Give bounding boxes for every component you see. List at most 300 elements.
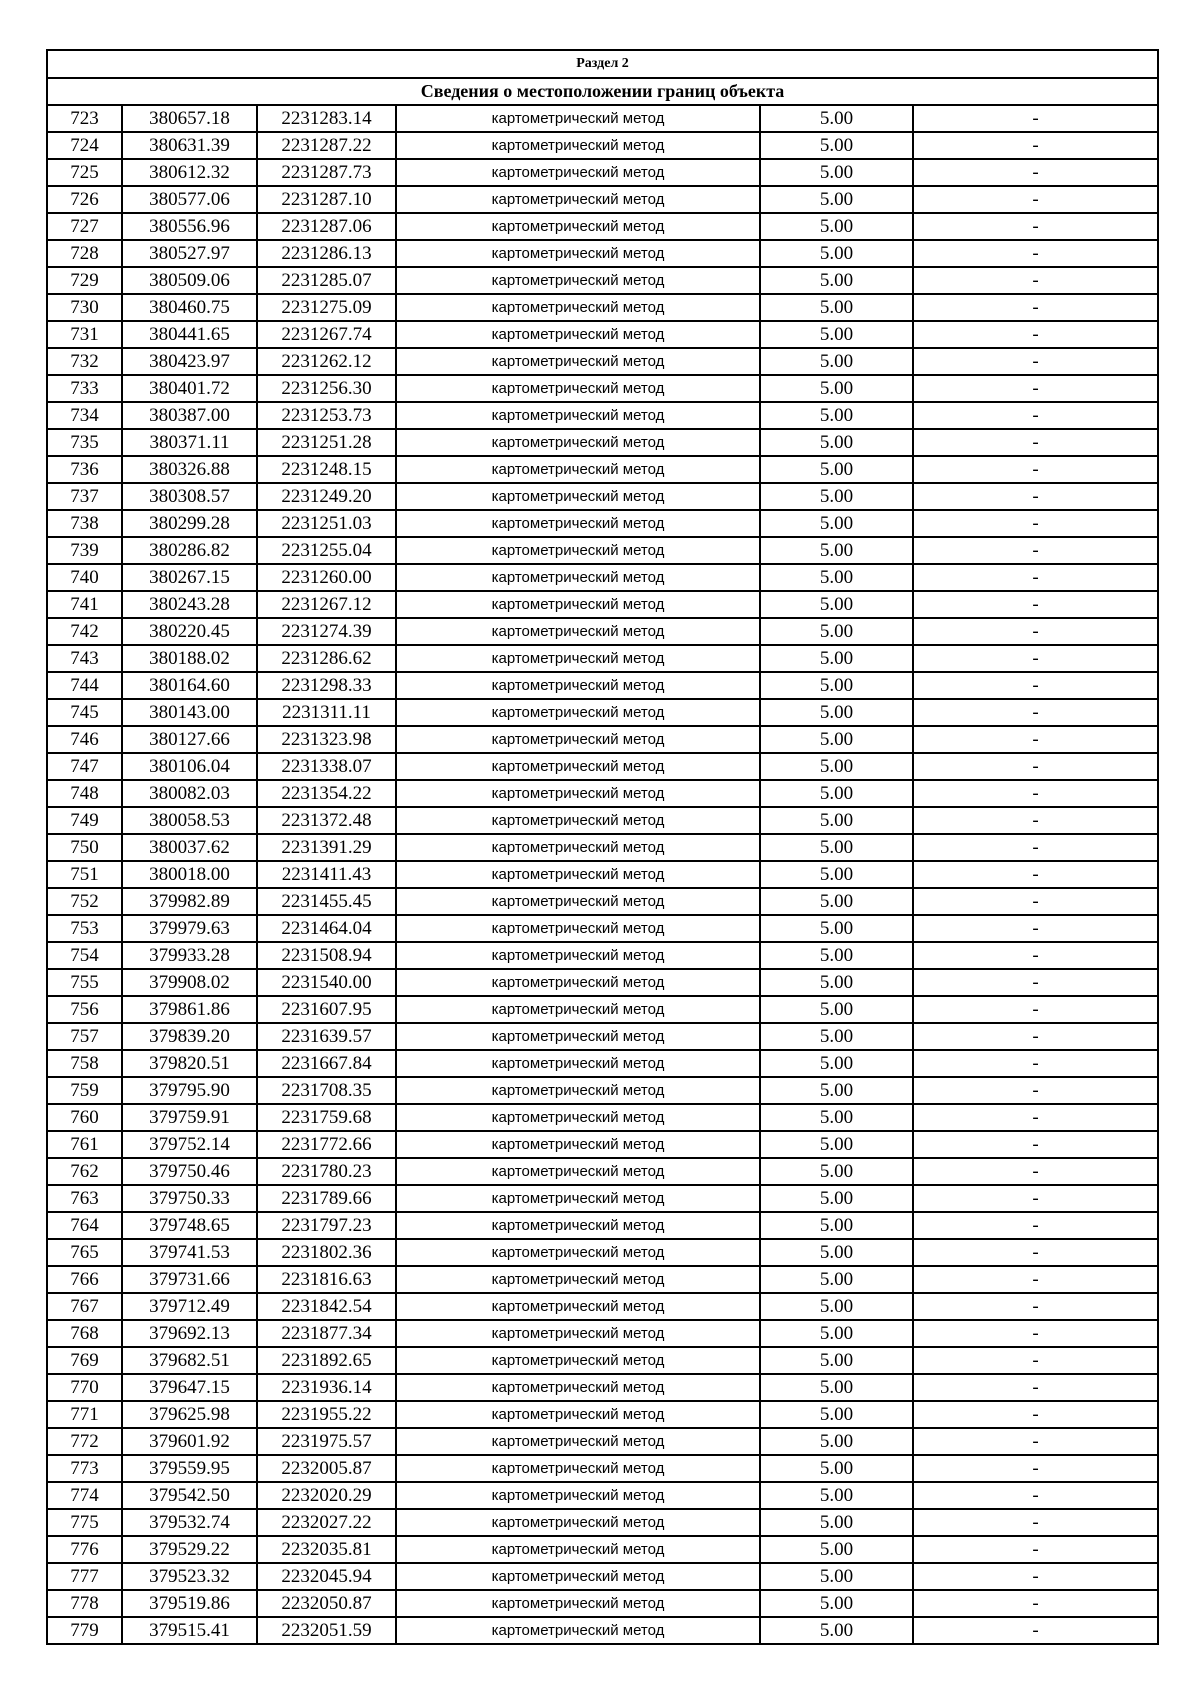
y-coordinate-cell: 2232027.22 — [257, 1509, 396, 1536]
description-cell: - — [913, 996, 1158, 1023]
point-number-cell: 744 — [47, 672, 122, 699]
method-cell: картометрический метод — [396, 510, 760, 537]
accuracy-cell: 5.00 — [760, 348, 913, 375]
x-coordinate-cell: 379559.95 — [122, 1455, 257, 1482]
accuracy-cell: 5.00 — [760, 726, 913, 753]
section-subtitle-row — [47, 78, 1158, 105]
description-cell: - — [913, 618, 1158, 645]
y-coordinate-cell: 2231802.36 — [257, 1239, 396, 1266]
point-number-cell: 777 — [47, 1563, 122, 1590]
y-coordinate-cell: 2231759.68 — [257, 1104, 396, 1131]
x-coordinate-cell: 380509.06 — [122, 267, 257, 294]
point-number-cell: 734 — [47, 402, 122, 429]
x-coordinate-cell: 380441.65 — [122, 321, 257, 348]
description-cell: - — [913, 699, 1158, 726]
description-cell: - — [913, 1212, 1158, 1239]
table-row — [47, 1023, 1158, 1050]
method-cell: картометрический метод — [396, 753, 760, 780]
table-row — [47, 1131, 1158, 1158]
y-coordinate-cell: 2231789.66 — [257, 1185, 396, 1212]
accuracy-cell: 5.00 — [760, 321, 913, 348]
point-number-cell: 732 — [47, 348, 122, 375]
method-cell: картометрический метод — [396, 888, 760, 915]
section-title-row — [47, 50, 1158, 78]
accuracy-cell: 5.00 — [760, 969, 913, 996]
accuracy-cell: 5.00 — [760, 1212, 913, 1239]
table-row — [47, 861, 1158, 888]
method-cell: картометрический метод — [396, 1509, 760, 1536]
table-row — [47, 402, 1158, 429]
y-coordinate-cell: 2231285.07 — [257, 267, 396, 294]
table-row — [47, 1509, 1158, 1536]
method-cell: картометрический метод — [396, 537, 760, 564]
table-row — [47, 699, 1158, 726]
accuracy-cell: 5.00 — [760, 1320, 913, 1347]
table-row — [47, 591, 1158, 618]
accuracy-cell: 5.00 — [760, 1050, 913, 1077]
y-coordinate-cell: 2231287.22 — [257, 132, 396, 159]
description-cell: - — [913, 969, 1158, 996]
description-cell: - — [913, 375, 1158, 402]
x-coordinate-cell: 379750.46 — [122, 1158, 257, 1185]
accuracy-cell: 5.00 — [760, 1266, 913, 1293]
y-coordinate-cell: 2231323.98 — [257, 726, 396, 753]
table-row — [47, 1563, 1158, 1590]
table-row — [47, 888, 1158, 915]
method-cell: картометрический метод — [396, 1374, 760, 1401]
description-cell: - — [913, 1401, 1158, 1428]
accuracy-cell: 5.00 — [760, 267, 913, 294]
table-row — [47, 1617, 1158, 1644]
x-coordinate-cell: 379759.91 — [122, 1104, 257, 1131]
point-number-cell: 736 — [47, 456, 122, 483]
table-row — [47, 321, 1158, 348]
x-coordinate-cell: 379820.51 — [122, 1050, 257, 1077]
y-coordinate-cell: 2231274.39 — [257, 618, 396, 645]
description-cell: - — [913, 1239, 1158, 1266]
accuracy-cell: 5.00 — [760, 375, 913, 402]
method-cell: картометрический метод — [396, 834, 760, 861]
method-cell: картометрический метод — [396, 375, 760, 402]
y-coordinate-cell: 2232045.94 — [257, 1563, 396, 1590]
point-number-cell: 751 — [47, 861, 122, 888]
section-title: Раздел 2 — [47, 50, 1158, 78]
description-cell: - — [913, 834, 1158, 861]
method-cell: картометрический метод — [396, 132, 760, 159]
accuracy-cell: 5.00 — [760, 564, 913, 591]
table-row — [47, 1482, 1158, 1509]
y-coordinate-cell: 2231639.57 — [257, 1023, 396, 1050]
table-row — [47, 996, 1158, 1023]
method-cell: картометрический метод — [396, 1158, 760, 1185]
method-cell: картометрический метод — [396, 1023, 760, 1050]
table-row — [47, 213, 1158, 240]
x-coordinate-cell: 379529.22 — [122, 1536, 257, 1563]
x-coordinate-cell: 379908.02 — [122, 969, 257, 996]
accuracy-cell: 5.00 — [760, 537, 913, 564]
point-number-cell: 768 — [47, 1320, 122, 1347]
method-cell: картометрический метод — [396, 240, 760, 267]
method-cell: картометрический метод — [396, 861, 760, 888]
description-cell: - — [913, 645, 1158, 672]
method-cell: картометрический метод — [396, 1617, 760, 1644]
accuracy-cell: 5.00 — [760, 1617, 913, 1644]
table-row — [47, 969, 1158, 996]
point-number-cell: 725 — [47, 159, 122, 186]
y-coordinate-cell: 2231251.03 — [257, 510, 396, 537]
point-number-cell: 733 — [47, 375, 122, 402]
description-cell: - — [913, 1131, 1158, 1158]
table-row — [47, 240, 1158, 267]
accuracy-cell: 5.00 — [760, 1293, 913, 1320]
description-cell: - — [913, 105, 1158, 132]
method-cell: картометрический метод — [396, 699, 760, 726]
table-row — [47, 780, 1158, 807]
x-coordinate-cell: 380326.88 — [122, 456, 257, 483]
description-cell: - — [913, 1104, 1158, 1131]
method-cell: картометрический метод — [396, 1104, 760, 1131]
description-cell: - — [913, 240, 1158, 267]
accuracy-cell: 5.00 — [760, 942, 913, 969]
description-cell: - — [913, 132, 1158, 159]
method-cell: картометрический метод — [396, 267, 760, 294]
table-row — [47, 1455, 1158, 1482]
point-number-cell: 767 — [47, 1293, 122, 1320]
table-row — [47, 1212, 1158, 1239]
accuracy-cell: 5.00 — [760, 807, 913, 834]
description-cell: - — [913, 753, 1158, 780]
y-coordinate-cell: 2231248.15 — [257, 456, 396, 483]
method-cell: картометрический метод — [396, 807, 760, 834]
point-number-cell: 773 — [47, 1455, 122, 1482]
x-coordinate-cell: 379982.89 — [122, 888, 257, 915]
x-coordinate-cell: 380577.06 — [122, 186, 257, 213]
method-cell: картометрический метод — [396, 1185, 760, 1212]
description-cell: - — [913, 1050, 1158, 1077]
description-cell: - — [913, 537, 1158, 564]
description-cell: - — [913, 510, 1158, 537]
accuracy-cell: 5.00 — [760, 834, 913, 861]
point-number-cell: 752 — [47, 888, 122, 915]
x-coordinate-cell: 379625.98 — [122, 1401, 257, 1428]
accuracy-cell: 5.00 — [760, 1023, 913, 1050]
table-row — [47, 1266, 1158, 1293]
x-coordinate-cell: 380299.28 — [122, 510, 257, 537]
x-coordinate-cell: 380387.00 — [122, 402, 257, 429]
method-cell: картометрический метод — [396, 294, 760, 321]
x-coordinate-cell: 380143.00 — [122, 699, 257, 726]
description-cell: - — [913, 1509, 1158, 1536]
y-coordinate-cell: 2231892.65 — [257, 1347, 396, 1374]
description-cell: - — [913, 402, 1158, 429]
y-coordinate-cell: 2231311.11 — [257, 699, 396, 726]
y-coordinate-cell: 2231411.43 — [257, 861, 396, 888]
point-number-cell: 758 — [47, 1050, 122, 1077]
accuracy-cell: 5.00 — [760, 429, 913, 456]
y-coordinate-cell: 2232020.29 — [257, 1482, 396, 1509]
y-coordinate-cell: 2231975.57 — [257, 1428, 396, 1455]
y-coordinate-cell: 2231267.12 — [257, 591, 396, 618]
table-row — [47, 510, 1158, 537]
y-coordinate-cell: 2231667.84 — [257, 1050, 396, 1077]
description-cell: - — [913, 1158, 1158, 1185]
description-cell: - — [913, 942, 1158, 969]
point-number-cell: 727 — [47, 213, 122, 240]
point-number-cell: 764 — [47, 1212, 122, 1239]
method-cell: картометрический метод — [396, 1077, 760, 1104]
accuracy-cell: 5.00 — [760, 159, 913, 186]
method-cell: картометрический метод — [396, 1239, 760, 1266]
x-coordinate-cell: 380308.57 — [122, 483, 257, 510]
description-cell: - — [913, 564, 1158, 591]
x-coordinate-cell: 380657.18 — [122, 105, 257, 132]
method-cell: картометрический метод — [396, 321, 760, 348]
point-number-cell: 724 — [47, 132, 122, 159]
table-row — [47, 105, 1158, 132]
point-number-cell: 779 — [47, 1617, 122, 1644]
table-row — [47, 375, 1158, 402]
x-coordinate-cell: 379542.50 — [122, 1482, 257, 1509]
method-cell: картометрический метод — [396, 1401, 760, 1428]
x-coordinate-cell: 380286.82 — [122, 537, 257, 564]
point-number-cell: 761 — [47, 1131, 122, 1158]
table-row — [47, 753, 1158, 780]
method-cell: картометрический метод — [396, 1428, 760, 1455]
point-number-cell: 774 — [47, 1482, 122, 1509]
table-row — [47, 1320, 1158, 1347]
table-row — [47, 1590, 1158, 1617]
point-number-cell: 749 — [47, 807, 122, 834]
x-coordinate-cell: 380556.96 — [122, 213, 257, 240]
point-number-cell: 741 — [47, 591, 122, 618]
y-coordinate-cell: 2231283.14 — [257, 105, 396, 132]
accuracy-cell: 5.00 — [760, 1185, 913, 1212]
point-number-cell: 731 — [47, 321, 122, 348]
description-cell: - — [913, 1428, 1158, 1455]
y-coordinate-cell: 2231287.10 — [257, 186, 396, 213]
x-coordinate-cell: 380612.32 — [122, 159, 257, 186]
y-coordinate-cell: 2231260.00 — [257, 564, 396, 591]
accuracy-cell: 5.00 — [760, 1455, 913, 1482]
y-coordinate-cell: 2232035.81 — [257, 1536, 396, 1563]
y-coordinate-cell: 2231267.74 — [257, 321, 396, 348]
y-coordinate-cell: 2231354.22 — [257, 780, 396, 807]
method-cell: картометрический метод — [396, 591, 760, 618]
table-row — [47, 1401, 1158, 1428]
method-cell: картометрический метод — [396, 1050, 760, 1077]
description-cell: - — [913, 294, 1158, 321]
method-cell: картометрический метод — [396, 996, 760, 1023]
method-cell: картометрический метод — [396, 942, 760, 969]
description-cell: - — [913, 1266, 1158, 1293]
accuracy-cell: 5.00 — [760, 591, 913, 618]
description-cell: - — [913, 1023, 1158, 1050]
method-cell: картометрический метод — [396, 1320, 760, 1347]
point-number-cell: 763 — [47, 1185, 122, 1212]
point-number-cell: 737 — [47, 483, 122, 510]
accuracy-cell: 5.00 — [760, 1239, 913, 1266]
boundary-coordinates-table — [46, 49, 1159, 1645]
table-row — [47, 564, 1158, 591]
table-row — [47, 672, 1158, 699]
description-cell: - — [913, 1185, 1158, 1212]
y-coordinate-cell: 2231816.63 — [257, 1266, 396, 1293]
accuracy-cell: 5.00 — [760, 483, 913, 510]
x-coordinate-cell: 380106.04 — [122, 753, 257, 780]
description-cell: - — [913, 1536, 1158, 1563]
table-row — [47, 1239, 1158, 1266]
description-cell: - — [913, 186, 1158, 213]
x-coordinate-cell: 379748.65 — [122, 1212, 257, 1239]
point-number-cell: 776 — [47, 1536, 122, 1563]
method-cell: картометрический метод — [396, 780, 760, 807]
accuracy-cell: 5.00 — [760, 510, 913, 537]
accuracy-cell: 5.00 — [760, 1374, 913, 1401]
y-coordinate-cell: 2231607.95 — [257, 996, 396, 1023]
accuracy-cell: 5.00 — [760, 1077, 913, 1104]
accuracy-cell: 5.00 — [760, 645, 913, 672]
x-coordinate-cell: 379741.53 — [122, 1239, 257, 1266]
x-coordinate-cell: 380243.28 — [122, 591, 257, 618]
x-coordinate-cell: 380164.60 — [122, 672, 257, 699]
y-coordinate-cell: 2231249.20 — [257, 483, 396, 510]
accuracy-cell: 5.00 — [760, 888, 913, 915]
method-cell: картометрический метод — [396, 159, 760, 186]
point-number-cell: 765 — [47, 1239, 122, 1266]
table-row — [47, 1185, 1158, 1212]
point-number-cell: 735 — [47, 429, 122, 456]
point-number-cell: 755 — [47, 969, 122, 996]
table-row — [47, 1050, 1158, 1077]
method-cell: картометрический метод — [396, 915, 760, 942]
accuracy-cell: 5.00 — [760, 105, 913, 132]
point-number-cell: 729 — [47, 267, 122, 294]
description-cell: - — [913, 888, 1158, 915]
description-cell: - — [913, 1293, 1158, 1320]
point-number-cell: 759 — [47, 1077, 122, 1104]
description-cell: - — [913, 1563, 1158, 1590]
accuracy-cell: 5.00 — [760, 861, 913, 888]
accuracy-cell: 5.00 — [760, 1590, 913, 1617]
point-number-cell: 728 — [47, 240, 122, 267]
y-coordinate-cell: 2232005.87 — [257, 1455, 396, 1482]
y-coordinate-cell: 2231286.62 — [257, 645, 396, 672]
description-cell: - — [913, 672, 1158, 699]
table-body — [47, 50, 1158, 1644]
accuracy-cell: 5.00 — [760, 1104, 913, 1131]
accuracy-cell: 5.00 — [760, 1347, 913, 1374]
y-coordinate-cell: 2231372.48 — [257, 807, 396, 834]
method-cell: картометрический метод — [396, 1563, 760, 1590]
y-coordinate-cell: 2231251.28 — [257, 429, 396, 456]
description-cell: - — [913, 1347, 1158, 1374]
table-row — [47, 1536, 1158, 1563]
method-cell: картометрический метод — [396, 483, 760, 510]
x-coordinate-cell: 380401.72 — [122, 375, 257, 402]
x-coordinate-cell: 379839.20 — [122, 1023, 257, 1050]
description-cell: - — [913, 1077, 1158, 1104]
table-row — [47, 834, 1158, 861]
point-number-cell: 754 — [47, 942, 122, 969]
accuracy-cell: 5.00 — [760, 294, 913, 321]
description-cell: - — [913, 915, 1158, 942]
x-coordinate-cell: 379682.51 — [122, 1347, 257, 1374]
description-cell: - — [913, 267, 1158, 294]
point-number-cell: 740 — [47, 564, 122, 591]
accuracy-cell: 5.00 — [760, 132, 913, 159]
y-coordinate-cell: 2231877.34 — [257, 1320, 396, 1347]
y-coordinate-cell: 2231508.94 — [257, 942, 396, 969]
table-row — [47, 1077, 1158, 1104]
table-row — [47, 132, 1158, 159]
accuracy-cell: 5.00 — [760, 672, 913, 699]
method-cell: картометрический метод — [396, 1131, 760, 1158]
table-row — [47, 267, 1158, 294]
description-cell: - — [913, 429, 1158, 456]
accuracy-cell: 5.00 — [760, 1536, 913, 1563]
table-row — [47, 537, 1158, 564]
description-cell: - — [913, 1455, 1158, 1482]
y-coordinate-cell: 2232051.59 — [257, 1617, 396, 1644]
x-coordinate-cell: 379731.66 — [122, 1266, 257, 1293]
accuracy-cell: 5.00 — [760, 1131, 913, 1158]
point-number-cell: 730 — [47, 294, 122, 321]
x-coordinate-cell: 379979.63 — [122, 915, 257, 942]
description-cell: - — [913, 348, 1158, 375]
y-coordinate-cell: 2231780.23 — [257, 1158, 396, 1185]
x-coordinate-cell: 379750.33 — [122, 1185, 257, 1212]
description-cell: - — [913, 1590, 1158, 1617]
x-coordinate-cell: 380082.03 — [122, 780, 257, 807]
y-coordinate-cell: 2231256.30 — [257, 375, 396, 402]
point-number-cell: 743 — [47, 645, 122, 672]
x-coordinate-cell: 380018.00 — [122, 861, 257, 888]
method-cell: картометрический метод — [396, 564, 760, 591]
description-cell: - — [913, 726, 1158, 753]
x-coordinate-cell: 379601.92 — [122, 1428, 257, 1455]
x-coordinate-cell: 379515.41 — [122, 1617, 257, 1644]
x-coordinate-cell: 380188.02 — [122, 645, 257, 672]
method-cell: картометрический метод — [396, 618, 760, 645]
x-coordinate-cell: 380127.66 — [122, 726, 257, 753]
method-cell: картометрический метод — [396, 213, 760, 240]
method-cell: картометрический метод — [396, 105, 760, 132]
method-cell: картометрический метод — [396, 348, 760, 375]
method-cell: картометрический метод — [396, 1455, 760, 1482]
point-number-cell: 756 — [47, 996, 122, 1023]
x-coordinate-cell: 380058.53 — [122, 807, 257, 834]
accuracy-cell: 5.00 — [760, 1401, 913, 1428]
table-row — [47, 645, 1158, 672]
table-row — [47, 1104, 1158, 1131]
x-coordinate-cell: 380220.45 — [122, 618, 257, 645]
x-coordinate-cell: 380371.11 — [122, 429, 257, 456]
y-coordinate-cell: 2231253.73 — [257, 402, 396, 429]
table-row — [47, 1428, 1158, 1455]
description-cell: - — [913, 807, 1158, 834]
description-cell: - — [913, 321, 1158, 348]
accuracy-cell: 5.00 — [760, 1563, 913, 1590]
x-coordinate-cell: 379647.15 — [122, 1374, 257, 1401]
description-cell: - — [913, 861, 1158, 888]
y-coordinate-cell: 2231540.00 — [257, 969, 396, 996]
point-number-cell: 753 — [47, 915, 122, 942]
point-number-cell: 742 — [47, 618, 122, 645]
description-cell: - — [913, 780, 1158, 807]
method-cell: картометрический метод — [396, 672, 760, 699]
y-coordinate-cell: 2231286.13 — [257, 240, 396, 267]
accuracy-cell: 5.00 — [760, 456, 913, 483]
